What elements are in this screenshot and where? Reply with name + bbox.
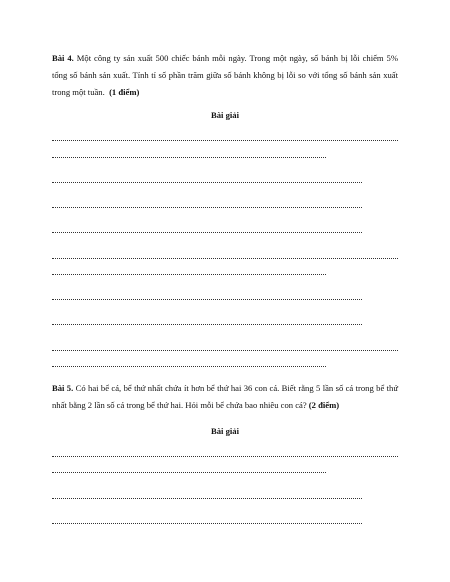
answer-line — [52, 207, 362, 209]
problem-5-text: Có hai bể cá, bể thứ nhất chứa ít hơn bể thứ hai 36 con cá. Biết rằng 5 lần số cá trong bể thứ nhất bằng 2 lần số cá trong bể thứ hai. Hỏi mỗi bể chứa bao nhiêu con cá? — [52, 383, 398, 410]
answer-line — [52, 366, 326, 368]
answer-line — [52, 456, 398, 458]
answer-line — [52, 157, 326, 159]
problem-4-statement — [52, 50, 398, 101]
problem-5-statement — [52, 380, 398, 414]
problem-4-solution-heading: Bài giải — [211, 110, 239, 120]
answer-line — [52, 140, 398, 142]
answer-line — [52, 232, 362, 234]
answer-line — [52, 498, 362, 500]
answer-line — [52, 182, 362, 184]
answer-line — [52, 523, 362, 525]
answer-line — [52, 274, 326, 276]
problem-4-points: (1 điểm) — [109, 87, 140, 97]
problem-5-points: (2 điểm) — [308, 400, 340, 410]
problem-4-text: Một công ty sản xuất 500 chiếc bánh mỗi ngày. Trong một ngày, số bánh bị lỗi chiếm 5% tổng số bánh sản xuất. Tính tỉ số phần trăm giữa số bánh không bị lỗi so với tổng số bánh sản xuất trong một tuần. — [52, 53, 399, 97]
answer-line — [52, 299, 362, 301]
problem-5-label: Bài 5. — [52, 383, 74, 393]
answer-line — [52, 350, 398, 352]
answer-line — [52, 472, 326, 474]
problem-5-solution-heading: Bài giải — [211, 426, 239, 436]
answer-line — [52, 324, 362, 326]
problem-4-label: Bài 4. — [52, 53, 74, 63]
answer-line — [52, 258, 398, 260]
